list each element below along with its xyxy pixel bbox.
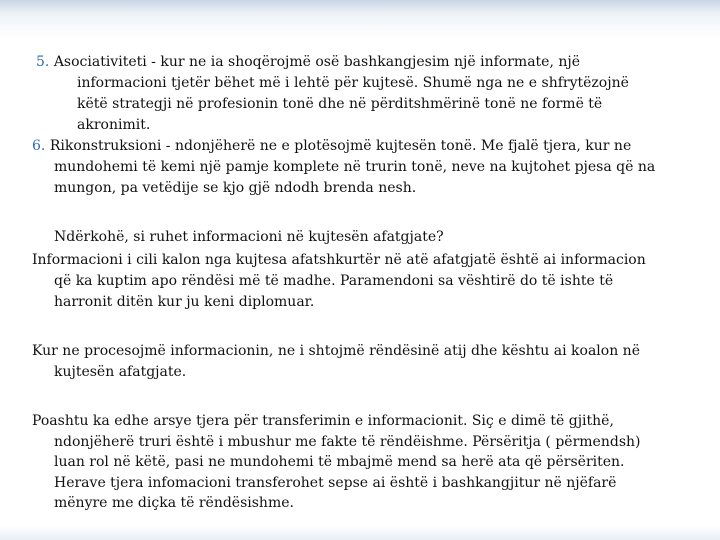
item-6-text: Rikonstruksioni - ndonjëherë ne e plotësojmë kujtesën tonë. Me fjalë tjera, kur ne [49, 138, 632, 154]
paragraph-1-line-3: harronit ditën kur ju keni diplomuar. [54, 294, 315, 310]
question-heading: Ndërkohë, si ruhet informacioni në kujtesën afatgjate? [54, 229, 444, 245]
paragraph-3-line-5: mënyre me diçka të rëndësishme. [54, 495, 294, 511]
item-5-line-4: akronimit. [77, 117, 151, 133]
item-6-number: 6. [32, 138, 46, 154]
bottom-decoration-band [0, 526, 720, 540]
item-5-number: 5. [36, 54, 50, 70]
item-5-line-2: informacioni tjetër bëhet më i lehtë për kujtesë. Shumë nga ne e shfrytëzojnë [77, 75, 629, 91]
item-5-line-3: këtë strategji në profesionin tonë dhe në përditshmërinë tonë ne formë të [77, 96, 603, 112]
item-6-line-1 [32, 136, 631, 158]
item-6-line-2: mundohemi të kemi një pamje komplete në trurin tonë, neve na kujtohet pjesa që na [54, 159, 656, 175]
paragraph-3-line-1: Poashtu ka edhe arsye tjera për transferimin e informacionit. Siç e dimë të gjithë, [32, 413, 614, 429]
paragraph-3-line-3: luan rol në këtë, pasi ne mundohemi të mbajmë mend sa herë ata që përsëriten. [54, 454, 625, 470]
item-5-text: Asociativiteti - kur ne ia shoqërojmë osë bashkangjesim një informate, një [53, 54, 581, 70]
item-6-line-3: mungon, pa vetëdije se kjo gjë ndodh brenda nesh. [54, 180, 417, 196]
paragraph-1-line-2: që ka kuptim apo rëndësi më të madhe. Paramendoni sa vështirë do të ishte të [54, 273, 614, 289]
top-decoration-band [0, 0, 720, 40]
paragraph-3-line-2: ndonjëherë truri është i mbushur me fakte të rëndëishme. Përsëritja ( përmendsh) [54, 434, 641, 450]
paragraph-2-line-2: kujtesën afatgjate. [54, 364, 187, 380]
item-5-line-1 [36, 52, 580, 74]
paragraph-1-line-1: Informacioni i cili kalon nga kujtesa afatshkurtër në atë afatgjatë është ai informacion [32, 252, 646, 268]
paragraph-2-line-1: Kur ne procesojmë informacionin, ne i shtojmë rëndësinë atij dhe kështu ai koalon në [32, 343, 640, 359]
paragraph-3-line-4: Herave tjera infomacioni transferohet sepse ai është i bashkangjitur në njëfarë [54, 475, 617, 491]
